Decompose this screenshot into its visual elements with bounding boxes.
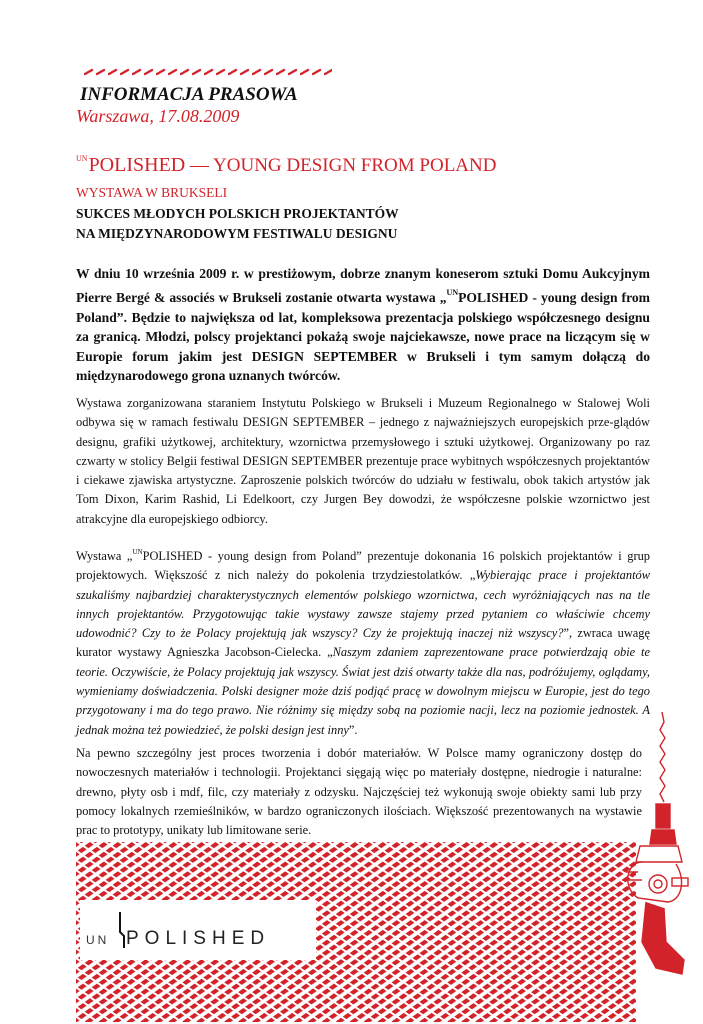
- unpolished-logo: [84, 908, 304, 954]
- title-prefix: UN: [76, 154, 88, 163]
- p2-text-b: POLISHED - young design from Poland” prezentuje dokonania 16 polskich projektantów i grup projektowych. Większość z nich należy do pokolenia trzydziestolatków. „: [76, 549, 650, 583]
- p2-quote-1: Wybierając prace i projektantów szukaliśmy najbardziej charakterystycznych elementów polskiego wzornictwa, cech wyróżniających nas na tle innych projektantów. Przygotowując takie wystawy zawsze stajemy przed pytaniem co właściwie chcemy udowodnić? Czy to że Polacy projektują jak wszyscy? Czy że projektują inaczej niż wszyscy?: [76, 568, 650, 641]
- p2-text-c: ”, zwraca uwagę kurator wystawy Agnieszka Jacobson-Cielecka. „: [76, 626, 651, 660]
- drill-illustration: [612, 712, 696, 982]
- logo-word: POLISHED: [126, 928, 271, 949]
- p2-text-d: ”.: [348, 722, 358, 737]
- headline-line-2: NA MIĘDZYNARODOWYM FESTIWALU DESIGNU: [76, 226, 398, 241]
- title-main: POLISHED: [88, 154, 186, 176]
- lead-text-a: W dniu 10 września 2009 r. w prestiżowym, dobrze znanym koneserom sztuki Domu Aukcyjnym Pierre Bergé & associés w Brukseli zostanie otwarta wystawa „: [76, 266, 650, 306]
- p2-sup: UN: [132, 548, 143, 556]
- logo-prefix: UN: [86, 933, 110, 947]
- title-rest: — YOUNG DESIGN FROM POLAND: [185, 155, 497, 176]
- decorative-red-dashes: [84, 68, 332, 76]
- paragraph-1: Wystawa zorganizowana staraniem Instytutu Polskiego w Brukseli i Muzeum Regionalnego w Stalowej Woli odbywa się w ramach festiwalu DESIGN SEPTEMBER – jednego z najważniejszych europejskich prze-glądów designu, grafiki użytkowej, architektury, wzornictwa przemysłowego i sztuki użytkowej. Organizowany po raz czwarty w stolicy Belgii festiwal DESIGN SEPTEMBER prezentuje prace wybitnych współczesnych projektantów i ciekawe zjawiska artystyczne. Zaproszenie polskich twórców do udziału w festiwalu, obok takich artystów jak Tom Dixon, Karim Rashid, Li Edelkoort, czy Jurgen Bey dowodzi, że współczesne polskie wzornictwo jest atrakcyjne dla europejskiego odbiorcy.: [76, 396, 650, 526]
- lead-paragraph: [76, 264, 650, 385]
- exhibition-subtitle: WYSTAWA W BRUKSELI: [76, 185, 228, 200]
- paragraph-2: [76, 543, 650, 740]
- headline-line-1: SUKCES MŁODYCH POLSKICH PROJEKTANTÓW: [76, 206, 399, 221]
- exhibition-title: [76, 154, 496, 177]
- lead-sup: UN: [446, 288, 459, 298]
- press-release-label: INFORMACJA PRASOWA: [80, 84, 298, 105]
- lead-text-b: POLISHED - young design from Poland”. Będzie to największa od lat, kompleksowa prezentacja polskiego współczesnego designu za granicą. Młodzi, polscy projektanci pokażą swoje najciekawsze, nowe prace na liczącym się w Europie forum jakim jest DESIGN SEPTEMBER w Brukseli i tym samym dołączą do międzynarodowego grona uznanych twórców.: [76, 290, 650, 384]
- press-release-date: Warszawa, 17.08.2009: [76, 106, 240, 126]
- p2-quote-2: Naszym zdaniem zaprezentowane prace potwierdzają obie te teorie. Oczywiście, że Polacy projektują jak wszyscy. Świat jest dziś otwarty także dla nas, podróżujemy, oglądamy, wymieniamy doświadczenia. Polski designer może dziś podjąć pracę w dowolnym miejscu w Europie, jest do tego przygotowany i ma do tego prawo. Nie różnimy się między sobą na poziomie nacji, lecz na poziomie jednostek. A jednak można też powiedzieć, że polski design jest inny: [76, 645, 651, 737]
- paragraph-3: Na pewno szczególny jest proces tworzenia i dobór materiałów. W Polsce mamy ograniczony dostęp do nowoczesnych materiałów i technologii. Projektanci sięgają więc po materiały dostępne, niedrogie i naturalne: drewno, płyty osb i mdf, filc, czy materiały z odzysku. Najczęściej też wykonują swoje obiekty sami lub przy pomocy lokalnych rzemieślników, w bardzo ograniczonych ilościach. Większość prezentowanych na wystawie prac to prototypy, unikaty lub limitowane serie.: [76, 746, 642, 838]
- p2-text-a: Wystawa „: [76, 549, 133, 563]
